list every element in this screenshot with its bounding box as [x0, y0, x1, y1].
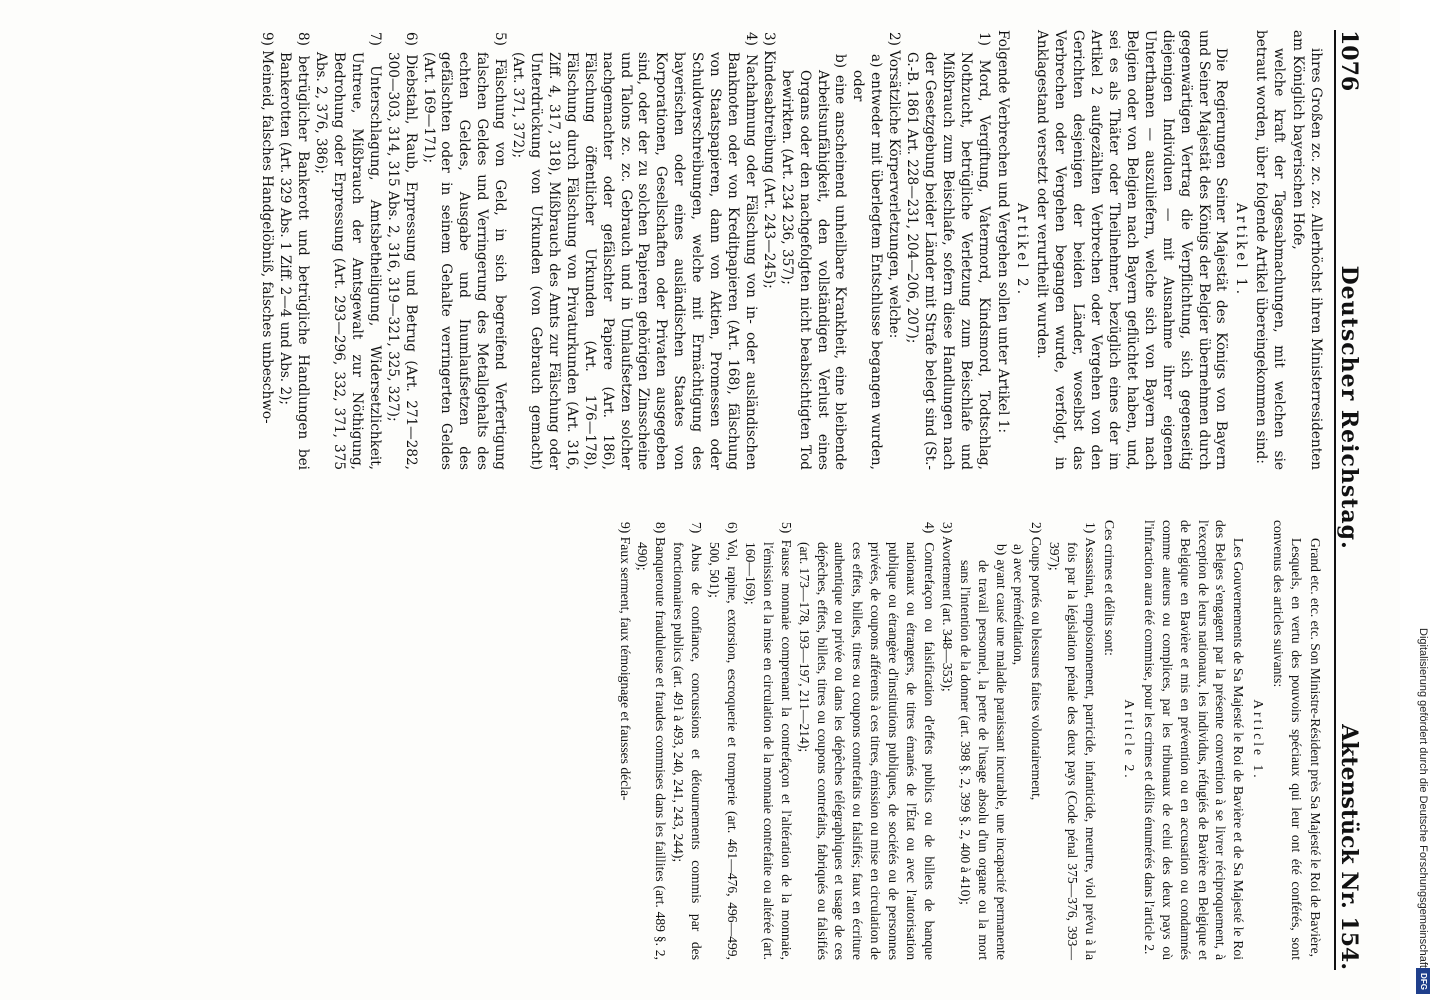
- list-item: a) entweder mit überlegtem Entschlusse begangen wurden, oder: [850, 54, 885, 470]
- list-item: 1) Assassinat, empoisonnement, parricide, infanticide, meurtre, viol prévu à la fois par la législation pénale des deux pays (Code pénal 375—376, 393—397);: [1047, 522, 1099, 960]
- french-intro: Grand etc. etc. etc. Son Ministre-Résident près Sa Majesté le Roi de Bavière,: [1308, 538, 1323, 958]
- list-item: a) avec préméditation,: [1011, 544, 1027, 666]
- list-item: 3) Avortement (art. 348—353);: [939, 522, 955, 692]
- list-item: 3) Kindesabtreibung (Art. 243—245);: [760, 32, 777, 289]
- credit-text: Digitalisierung gefördert durch die Deutsche Forschungsgemeinschaft: [1417, 628, 1429, 968]
- french-article-1-heading: Article 1.: [1251, 699, 1267, 781]
- list-item: 1) Mord, Vergiftung, Vatermord, Kindsmord, Todtschlag, Nothzucht, betrügliche Verletzung zum Beischlafe und Mißbrauch zum Beischlafe, sofern diese Handlungen nach der Gesetzgebung beider Länder mit Strafe belegt sind (St.-G.-B. 1861 Art. 228—231, 204—206, 207);: [904, 32, 992, 470]
- list-item: 5) Fälschung von Geld, in sich begreifend Verfertigung falschen Geldes und Verringerung des Metallgehalts des echten Geldes, Ausgabe und Inumlaufsetzen des gefälschten oder in seinem Gehalte verringerten Geldes (Art. 169—171);: [420, 32, 509, 470]
- list-item: 8) Banqueroute frauduleuse et fraudes commises dans les faillites (art. 489 §. 2, 490);: [635, 522, 669, 960]
- list-item: 7) Unterschlagung, Amtsbetheiligung, Widersetzlichkeit, Untreue, Mißbrauch der Amtsgewalt zur Nöthigung, Bedrohung oder Erpressung (Art. 293—296, 332, 371, 375 Abs. 2, 376, 386);: [313, 32, 383, 470]
- german-article-1-text: Die Regierungen Seiner Majestät des Königs von Bayern und Seiner Majestät des Königs der Belgier übernehmen durch gegenwärtigen Vertrag die Verpflichtung, sich gegenseitig diejenigen Individuen — mit Ausnahme ihrer eigenen Unterthanen — auszuliefern, welche sich von Bayern nach Belgien oder von Belgien nach Bayern geflüchtet haben, und, sei es als Thäter oder Theilnehmer, bezüglich eines der im Artikel 2 aufgezählten Verbrechen oder Vergehen von den Gerichten desjenigen der beiden Länder, woselbst das Verbrechen oder Vergehen begangen wurde, verfolgt, in Anklagestand versetzt oder verurtheilt wurden.: [1034, 30, 1230, 470]
- list-item: 6) Diebstahl, Raub, Erpressung und Betrug (Art. 271—282, 300—303, 314, 315 Abs. 2, 316, 319—321, 325, 327);: [384, 32, 419, 470]
- list-item: 5) Fausse monnaie comprenant la contrefaçon et l'altération de la monnaie, l'émission et la mise en circulation de la monnaie contrefaite ou altérée (art. 160—169);: [742, 522, 794, 960]
- french-article-1-text: Les Gouvernements de Sa Majesté le Roi de Bavière et de Sa Majesté le Roi des Belges s'engagent par la présente convention à se livrer réciproquement, à l'exception de leurs nationaux, les individus, réfugiés de Bavière en Belgique et de Belgique en Bavière et mis en prévention ou en accusation ou condamnés comme auteurs ou complices, par les tribunaux de celui des deux pays où l'infraction aura été commise, pour les crimes et délits énumérés dans l'article 2.: [1141, 520, 1247, 960]
- dfg-logo: [1416, 968, 1430, 994]
- dfg-logo-text: DFG: [1418, 972, 1428, 990]
- german-column: [20, 30, 1324, 470]
- list-item: b) eine anscheinend unheilbare Krankheit, eine bleibende Arbeitsunfähigkeit, den vollständigen Verlust eines Organs oder den nachgefolgten nicht beabsichtigten Tod bewirkten. (Art. 234 236, 357);: [778, 54, 849, 470]
- list-item: 9) Faux serment, faux témoignage et fausses décla-: [617, 522, 633, 801]
- german-paragraph-agreement: welche kraft der Tagesabmachungen, mit welchen sie betraut worden, über folgende Artikel übereingekommen sind:: [1253, 30, 1288, 470]
- french-paragraph-agreement: Lesquels, en vertu des pouvoirs spéciaux qui leur ont été conférés, sont convenus des articles suivants:: [1271, 520, 1305, 960]
- digitization-credit: [1414, 10, 1432, 990]
- page-number: 1076: [1336, 30, 1362, 92]
- list-item: 8) betrüglicher Bankerott und betrügliche Handlungen bei Bankerotten (Art. 329 Abs. 1 Ziff. 2—4 und Abs. 2);: [277, 32, 312, 470]
- list-item: 4) Nachahmung oder Fälschung von in- oder ausländischen Banknoten oder von Kreditpapieren (Art. 168), fälschung von Staatspapieren, dann von Aktien, Promessen oder Schuldverschreibungen, welche mit Ermächtigung des bayerischen oder eines ausländischen Staates von Korporationen, Gesellschaften oder Privaten ausgegeben sind, oder der zu solchen Papieren gehörigen Zinsscheine und Talons zc. zc. Gebrauch und in Umlaufsetzen solcher nachgemachter oder gefälschter Papiere (Art. 186), Fälschung öffentlicher Urkunden (Art. 176—178), Fälschung durch Fälschung von Privaturkunden (Art. 316, Ziff. 4, 317, 318), Mißbrauch des Amts zur Fälschung oder Unterdrückung von Urkunden (von Gebrauch gemacht) (Art. 371, 372);: [510, 32, 759, 470]
- german-intro: ihres Großen zc. zc. zc. Allerhöchst ihren Ministerresidenten am Königlich bayerischen Hofe,: [1290, 30, 1324, 470]
- journal-title: Deutscher Reichstag.: [1336, 265, 1362, 550]
- list-item: 2) Vorsätzliche Körperverletzungen, welche:: [886, 32, 903, 339]
- german-article-1-heading: Artikel 1.: [1233, 202, 1250, 298]
- list-item: 9) Meineid, falsches Handgelöbniß, falsches unbeschwo-: [259, 32, 276, 424]
- french-article-2-intro: Ces crimes et délits sont:: [1102, 520, 1118, 656]
- page-header: [1334, 30, 1362, 970]
- list-item: b) ayant causé une maladie paraissant incurable, une incapacité permanente de travail personnel, la perte de l'usage absolu d'un organe ou la mort sans l'intention de la donner (art. 398 §. 2, 399 §. 2, 400 à 410);: [957, 544, 1009, 960]
- german-article-2-intro: Folgende Verbrechen und Vergehen sollen unter Artikel 1:: [994, 30, 1011, 434]
- list-item: 4) Contrefaçon ou falsification d'effets publics ou de billets de banque nationaux ou étrangers, de titres émanés de l'État ou avec l'autorisation publique ou étrangère d'institutions publiques, de sociétés ou de personnes privées, de coupons afférents à ces titres, émission ou mise en circulation de ces effets, billets, titres ou coupons contrefaits ou falsifiés; faux en écriture authentique ou privée ou dans les dépêches télégraphiques et usage de ces dépêches, effets, billets, titres ou coupons contrefaits, fabriqués ou falsifiés (art. 173—178, 193—197, 211—214);: [796, 522, 937, 960]
- list-item: 7) Abus de confiance, concussions et détournements commis par des fonctionnaires publics (art. 491 à 493, 240, 241, 243, 244);: [671, 522, 705, 960]
- french-article-2-heading: Article 2.: [1121, 699, 1137, 781]
- list-item: 6) Vol, rapine, extorsion, escroquerie et tromperie (art. 461—476, 496—499, 500, 501);: [707, 522, 740, 960]
- list-item: 2) Coups portés ou blessures faites volontairement,: [1029, 522, 1045, 801]
- french-column: [20, 520, 1324, 960]
- german-article-2-heading: Artikel 2.: [1014, 202, 1031, 298]
- annex-number: Aktenstück Nr. 154.: [1336, 724, 1362, 970]
